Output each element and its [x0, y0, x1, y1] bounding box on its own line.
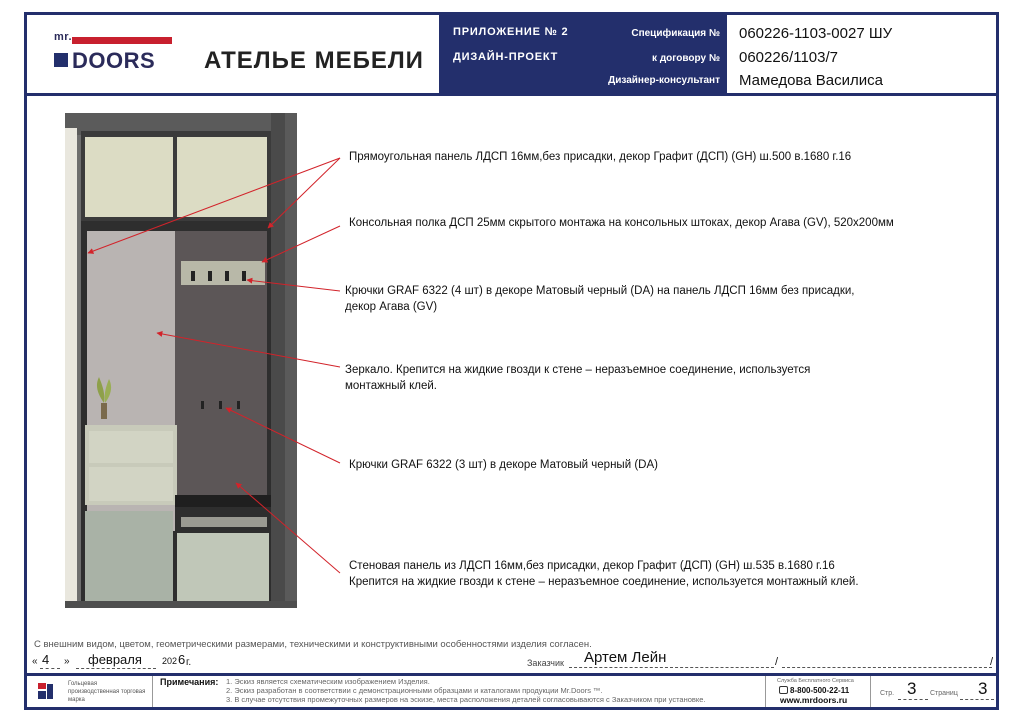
callout-mirror-line2: монтажный клей. [345, 380, 437, 392]
logo-doors-text: DOORS [72, 48, 156, 73]
arrow-hooks-3 [226, 408, 340, 463]
callout-hooks-4-line2: декор Агава (GV) [345, 301, 438, 313]
project-label: ДИЗАЙН-ПРОЕКТ [453, 51, 559, 63]
arrow-panel-right [268, 158, 340, 228]
contract-value: 060226/1103/7 [739, 49, 838, 66]
agreement-text: С внешним видом, цветом, геометрическими размерами, техническими и конструктивными особенностями изделия согласен. [34, 639, 592, 650]
note-3: 3. В случае отсутствия промежуточных размеров на эскизе, места расположения деталей согласовываются с Заказчиком при установке. [226, 695, 706, 704]
arrow-hooks-4 [247, 280, 340, 291]
hotline-label: Служба Бесплатного Сервиса [777, 678, 854, 684]
arrow-panel-left [88, 158, 340, 253]
spec-label: Спецификация № [631, 28, 720, 39]
callout-wall-panel-line1: Стеновая панель из ЛДСП 16мм,без присадки, декор Графит (ДСП) (GH) ш.535 в.1680 г.16 [349, 560, 835, 572]
arrow-wall-panel [236, 483, 340, 573]
customer-slash-2: / [990, 656, 994, 668]
date-close-quote: » [64, 656, 70, 667]
date-open-quote: « [32, 656, 38, 667]
date-month: февраля [88, 652, 142, 667]
page-label: Стр. [880, 690, 895, 697]
phone-icon [779, 686, 788, 694]
pages-value: 3 [978, 679, 988, 698]
callout-panel: Прямоугольная панель ЛДСП 16мм,без присадки, декор Графит (ДСП) (GH) ш.500 в.1680 г.16 [349, 151, 852, 163]
note-1: 1. Эскиз является схематическим изображением Изделия. [226, 677, 430, 686]
footer-tagline: Гольцевая производственная торговая марка [68, 681, 146, 703]
arrow-mirror [157, 333, 340, 367]
date-year-suffix: г. [186, 657, 192, 668]
appendix-label: ПРИЛОЖЕНИЕ № 2 [453, 26, 569, 38]
callout-hooks-4-line1: Крючки GRAF 6322 (4 шт) в декоре Матовый черный (DA) на панель ЛДСП 16мм без присадки, [345, 285, 855, 297]
arrow-console-shelf [262, 226, 340, 262]
contract-label: к договору № [652, 53, 720, 64]
customer-slash-1: / [775, 656, 779, 668]
website-link[interactable]: www.mrdoors.ru [780, 695, 848, 705]
customer-name: Артем Лейн [584, 649, 667, 666]
note-2: 2. Эскиз разработан в соответствии с демонстрационными образцами и каталогами продукции Mr.Doors ™. [226, 686, 603, 695]
hotline-phone[interactable]: 8-800-500-22-11 [790, 686, 850, 695]
customer-label: Заказчик [527, 658, 564, 668]
designer-label: Дизайнер-консультант [608, 75, 720, 86]
notes-title: Примечания: [160, 677, 219, 687]
date-day: 4 [42, 652, 50, 667]
logo-mr-text: mr. [54, 31, 73, 43]
date-year-digit: 6 [178, 652, 186, 667]
spec-value: 060226-1103-0027 ШУ [739, 25, 893, 42]
atelier-title: АТЕЛЬЕ МЕБЕЛИ [204, 47, 424, 74]
callout-wall-panel-line2: Крепится на жидкие гвозди к стене – неразъемное соединение, используется монтажный клей. [349, 576, 859, 588]
callout-console-shelf: Консольная полка ДСП 25мм скрытого монтажа на консольных штоках, декор Агава (GV), 520х200мм [349, 217, 894, 229]
callout-mirror-line1: Зеркало. Крепится на жидкие гвозди к стене – неразъемное соединение, используется [345, 364, 811, 376]
designer-value: Мамедова Василиса [739, 72, 883, 89]
pages-label: Страниц [930, 690, 958, 697]
callout-hooks-3: Крючки GRAF 6322 (3 шт) в декоре Матовый черный (DA) [349, 459, 658, 471]
date-year-prefix: 202 [162, 656, 178, 666]
page-value: 3 [907, 679, 917, 698]
